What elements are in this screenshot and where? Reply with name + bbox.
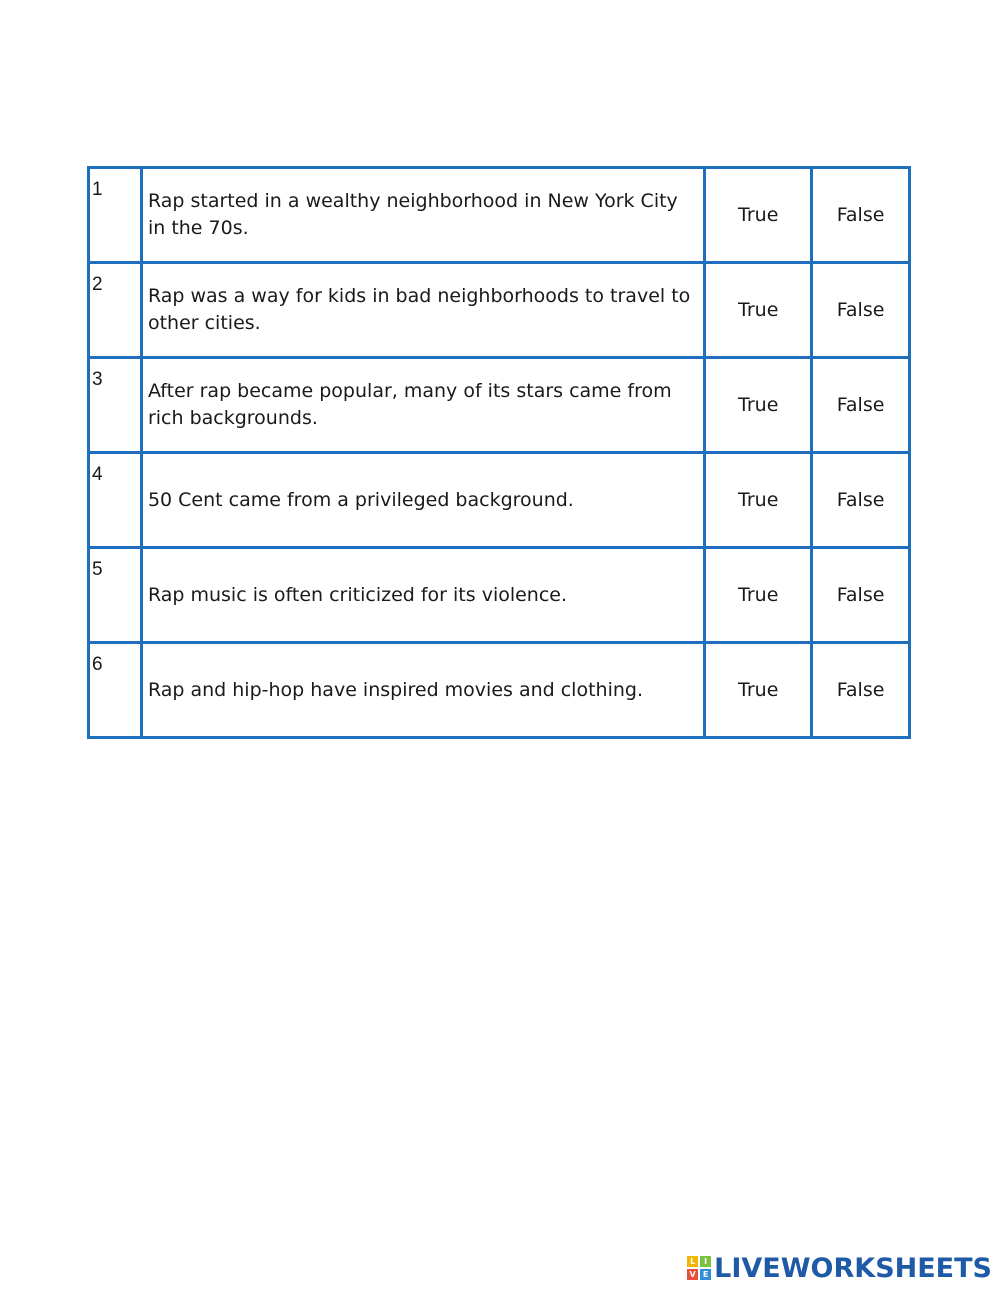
- false-option[interactable]: False: [836, 394, 885, 416]
- row-number: 6: [92, 654, 103, 675]
- false-option-cell: [812, 263, 910, 358]
- statement-text: After rap became popular, many of its stars came from rich backgrounds.: [147, 380, 672, 429]
- statement-cell: [141, 358, 704, 453]
- statement-cell: [141, 263, 704, 358]
- row-number: 1: [92, 179, 103, 200]
- logo-letter-e: E: [700, 1269, 711, 1280]
- statement-text: 50 Cent came from a privileged background.: [147, 488, 574, 511]
- false-option[interactable]: False: [836, 489, 885, 511]
- liveworksheets-logo: [687, 1253, 992, 1283]
- true-option[interactable]: True: [738, 679, 779, 701]
- statement-cell: [141, 643, 704, 738]
- true-option-cell: [705, 168, 812, 263]
- statement-text: Rap was a way for kids in bad neighborhoods to travel to other cities.: [147, 285, 691, 334]
- false-option[interactable]: False: [836, 299, 885, 321]
- row-number: 2: [92, 274, 103, 295]
- false-option-cell: [812, 548, 910, 643]
- table-row: [89, 263, 910, 358]
- logo-letter-l: L: [687, 1256, 698, 1267]
- row-number-cell: [89, 643, 142, 738]
- table-row: [89, 453, 910, 548]
- false-option-cell: [812, 168, 910, 263]
- logo-letter-v: V: [687, 1269, 698, 1280]
- true-option[interactable]: True: [738, 584, 779, 606]
- statement-cell: [141, 168, 704, 263]
- row-number: 5: [92, 559, 103, 580]
- false-option[interactable]: False: [836, 204, 885, 226]
- table-row: [89, 643, 910, 738]
- false-option[interactable]: False: [836, 584, 885, 606]
- true-option[interactable]: True: [738, 299, 779, 321]
- logo-text: LIVEWORKSHEETS: [714, 1252, 992, 1284]
- true-option[interactable]: True: [738, 394, 779, 416]
- true-option-cell: [705, 358, 812, 453]
- true-option-cell: [705, 548, 812, 643]
- statement-text: Rap started in a wealthy neighborhood in New York City in the 70s.: [147, 190, 678, 239]
- false-option[interactable]: False: [836, 679, 885, 701]
- row-number: 4: [92, 464, 103, 485]
- table-row: [89, 548, 910, 643]
- false-option-cell: [812, 358, 910, 453]
- logo-blocks-icon: [687, 1256, 711, 1280]
- true-option[interactable]: True: [738, 204, 779, 226]
- statement-cell: [141, 453, 704, 548]
- row-number-cell: [89, 263, 142, 358]
- false-option-cell: [812, 643, 910, 738]
- statement-text: Rap and hip-hop have inspired movies and clothing.: [147, 678, 644, 701]
- true-option-cell: [705, 453, 812, 548]
- true-option-cell: [705, 643, 812, 738]
- row-number: 3: [92, 369, 103, 390]
- false-option-cell: [812, 453, 910, 548]
- table-row: [89, 358, 910, 453]
- table-row: [89, 168, 910, 263]
- statement-text: Rap music is often criticized for its violence.: [147, 583, 568, 606]
- row-number-cell: [89, 548, 142, 643]
- row-number-cell: [89, 453, 142, 548]
- true-option-cell: [705, 263, 812, 358]
- statement-cell: [141, 548, 704, 643]
- logo-letter-i: I: [700, 1256, 711, 1267]
- true-option[interactable]: True: [738, 489, 779, 511]
- true-false-table: [87, 166, 911, 739]
- row-number-cell: [89, 358, 142, 453]
- row-number-cell: [89, 168, 142, 263]
